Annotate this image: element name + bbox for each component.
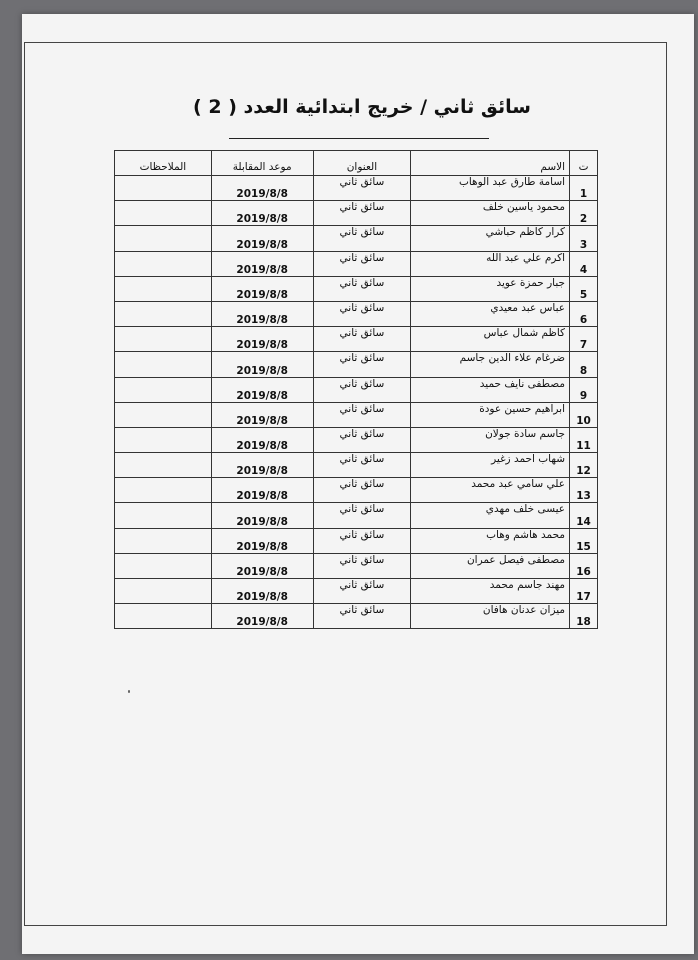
row-number: 2 xyxy=(570,201,598,226)
row-address: سائق ثاني xyxy=(313,327,411,352)
row-interview-date: 2019/8/8 xyxy=(211,579,313,604)
table-row xyxy=(115,201,598,226)
row-name: كرار كاظم حباشي xyxy=(411,226,570,251)
row-notes xyxy=(115,201,212,226)
table-row xyxy=(115,402,598,427)
candidates-table xyxy=(114,150,598,629)
table-row xyxy=(115,226,598,251)
row-number: 3 xyxy=(570,226,598,251)
row-notes xyxy=(115,453,212,478)
row-notes xyxy=(115,579,212,604)
row-address: سائق ثاني xyxy=(313,453,411,478)
row-address: سائق ثاني xyxy=(313,579,411,604)
row-interview-date: 2019/8/8 xyxy=(211,301,313,326)
row-address: سائق ثاني xyxy=(313,201,411,226)
row-name: مصطفى فيصل عمران xyxy=(411,553,570,578)
table-row xyxy=(115,276,598,301)
row-name: ابراهيم حسين عودة xyxy=(411,402,570,427)
row-address: سائق ثاني xyxy=(313,503,411,528)
table-row xyxy=(115,553,598,578)
row-number: 5 xyxy=(570,276,598,301)
row-name: علي سامي عبد محمد xyxy=(411,478,570,503)
paper-speck xyxy=(128,690,130,693)
row-name: عباس عبد معيدي xyxy=(411,301,570,326)
row-address: سائق ثاني xyxy=(313,604,411,629)
row-interview-date: 2019/8/8 xyxy=(211,276,313,301)
row-notes xyxy=(115,377,212,402)
row-notes xyxy=(115,226,212,251)
row-interview-date: 2019/8/8 xyxy=(211,604,313,629)
row-address: سائق ثاني xyxy=(313,276,411,301)
table-row xyxy=(115,377,598,402)
row-interview-date: 2019/8/8 xyxy=(211,553,313,578)
table-header-row xyxy=(115,151,598,176)
row-name: اسامة طارق عبد الوهاب xyxy=(411,176,570,201)
row-notes xyxy=(115,427,212,452)
row-interview-date: 2019/8/8 xyxy=(211,352,313,377)
row-number: 11 xyxy=(570,427,598,452)
document-title: سائق ثاني / خريج ابتدائية العدد ( 2 ) xyxy=(193,96,531,118)
row-name: ضرغام علاء الدين جاسم xyxy=(411,352,570,377)
row-interview-date: 2019/8/8 xyxy=(211,478,313,503)
row-address: سائق ثاني xyxy=(313,402,411,427)
row-notes xyxy=(115,528,212,553)
row-name: عيسى خلف مهدي xyxy=(411,503,570,528)
row-notes xyxy=(115,327,212,352)
row-address: سائق ثاني xyxy=(313,478,411,503)
row-notes xyxy=(115,402,212,427)
row-notes xyxy=(115,251,212,276)
row-address: سائق ثاني xyxy=(313,427,411,452)
row-number: 16 xyxy=(570,553,598,578)
header-name: الاسم xyxy=(411,151,570,176)
row-address: سائق ثاني xyxy=(313,301,411,326)
row-number: 12 xyxy=(570,453,598,478)
row-name: كاظم شمال عباس xyxy=(411,327,570,352)
row-notes xyxy=(115,503,212,528)
row-address: سائق ثاني xyxy=(313,251,411,276)
table-row xyxy=(115,579,598,604)
row-address: سائق ثاني xyxy=(313,528,411,553)
row-interview-date: 2019/8/8 xyxy=(211,528,313,553)
row-number: 6 xyxy=(570,301,598,326)
row-address: سائق ثاني xyxy=(313,352,411,377)
row-name: مهند جاسم محمد xyxy=(411,579,570,604)
row-interview-date: 2019/8/8 xyxy=(211,226,313,251)
title-underline xyxy=(229,138,489,139)
table-row xyxy=(115,301,598,326)
row-notes xyxy=(115,604,212,629)
row-number: 4 xyxy=(570,251,598,276)
row-number: 13 xyxy=(570,478,598,503)
row-interview-date: 2019/8/8 xyxy=(211,201,313,226)
table-row xyxy=(115,604,598,629)
row-address: سائق ثاني xyxy=(313,176,411,201)
row-name: ميزان عدنان هافان xyxy=(411,604,570,629)
row-number: 18 xyxy=(570,604,598,629)
table-row xyxy=(115,528,598,553)
row-number: 14 xyxy=(570,503,598,528)
row-address: سائق ثاني xyxy=(313,377,411,402)
row-notes xyxy=(115,553,212,578)
table-row xyxy=(115,427,598,452)
header-interview-date: موعد المقابلة xyxy=(211,151,313,176)
table-row xyxy=(115,478,598,503)
row-notes xyxy=(115,478,212,503)
row-name: اكرم علي عبد الله xyxy=(411,251,570,276)
row-notes xyxy=(115,276,212,301)
row-interview-date: 2019/8/8 xyxy=(211,176,313,201)
header-notes: الملاحظات xyxy=(115,151,212,176)
row-address: سائق ثاني xyxy=(313,226,411,251)
row-number: 7 xyxy=(570,327,598,352)
row-number: 9 xyxy=(570,377,598,402)
table-row xyxy=(115,453,598,478)
row-interview-date: 2019/8/8 xyxy=(211,427,313,452)
row-number: 1 xyxy=(570,176,598,201)
row-number: 17 xyxy=(570,579,598,604)
row-name: شهاب احمد زغير xyxy=(411,453,570,478)
row-number: 10 xyxy=(570,402,598,427)
table-row xyxy=(115,176,598,201)
table-body xyxy=(115,176,598,629)
row-interview-date: 2019/8/8 xyxy=(211,327,313,352)
table-row xyxy=(115,352,598,377)
header-address: العنوان xyxy=(313,151,411,176)
row-number: 15 xyxy=(570,528,598,553)
table-row xyxy=(115,327,598,352)
row-interview-date: 2019/8/8 xyxy=(211,377,313,402)
row-notes xyxy=(115,176,212,201)
row-name: محمد هاشم وهاب xyxy=(411,528,570,553)
row-number: 8 xyxy=(570,352,598,377)
row-name: جاسم سادة جولان xyxy=(411,427,570,452)
row-name: جبار حمزة عويد xyxy=(411,276,570,301)
row-address: سائق ثاني xyxy=(313,553,411,578)
row-interview-date: 2019/8/8 xyxy=(211,251,313,276)
header-number: ت xyxy=(570,151,598,176)
row-name: مصطفى نايف حميد xyxy=(411,377,570,402)
row-interview-date: 2019/8/8 xyxy=(211,503,313,528)
row-interview-date: 2019/8/8 xyxy=(211,453,313,478)
table-row xyxy=(115,503,598,528)
row-notes xyxy=(115,352,212,377)
row-notes xyxy=(115,301,212,326)
table-row xyxy=(115,251,598,276)
row-name: محمود ياسين خلف xyxy=(411,201,570,226)
row-interview-date: 2019/8/8 xyxy=(211,402,313,427)
